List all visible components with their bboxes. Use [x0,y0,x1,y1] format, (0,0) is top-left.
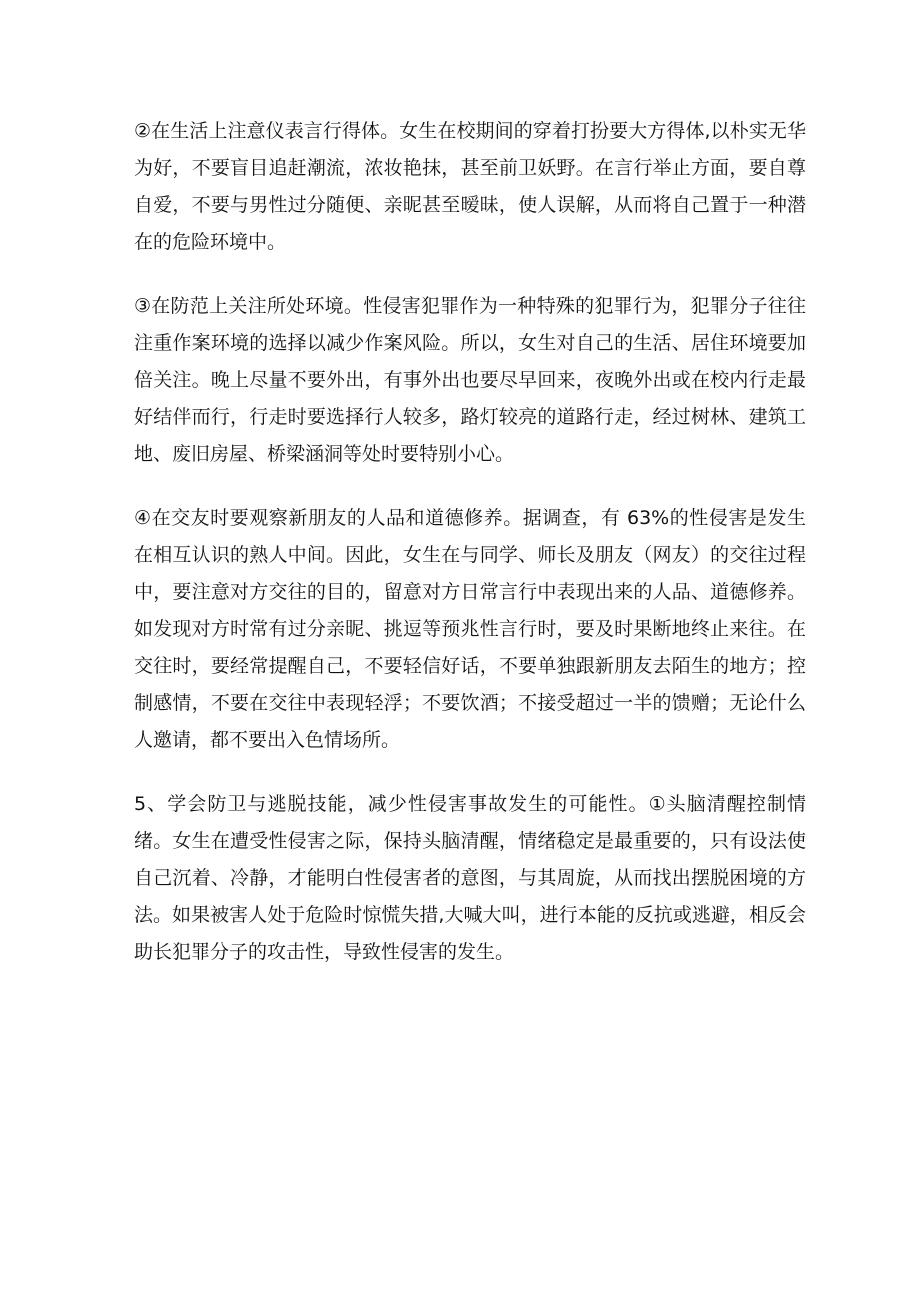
paragraph-defense-escape-skills: 5、学会防卫与逃脱技能，减少性侵害事故发生的可能性。①头脑清醒控制情绪。女生在遭受性侵害之际，保持头脑清醒，情绪稳定是最重要的，只有设法使自己沉着、冷静，才能明白性侵害者的意图，与其周旋，从而找出摆脱困境的方法。如果被害人处于危险时惊慌失措,大喊大叫，进行本能的反抗或逃避，相反会助长犯罪分子的攻击性，导致性侵害的发生。 [134,793,806,963]
document-body [134,113,806,998]
paragraph-appearance-conduct: ②在生活上注意仪表言行得体。女生在校期间的穿着打扮要大方得体,以朴实无华为好，不要盲目追赶潮流，浓妆艳抹，甚至前卫妖野。在言行举止方面，要自尊自爱，不要与男性过分随便、亲昵甚至暧昧，使人误解，从而将自己置于一种潜在的危险环境中。 [134,120,806,253]
paragraph-environment-awareness: ③在防范上关注所处环境。性侵害犯罪作为一种特殊的犯罪行为，犯罪分子往往注重作案环境的选择以减少作案风险。所以，女生对自己的生活、居住环境要加倍关注。晚上尽量不要外出，有事外出也要尽早回来，夜晚外出或在校内行走最好结伴而行，行走时要选择行人较多，路灯较亮的道路行走，经过树林、建筑工地、废旧房屋、桥梁涵洞等处时要特别小心。 [134,295,806,465]
paragraph-friendship-caution: ④在交友时要观察新朋友的人品和道德修养。据调查，有 63%的性侵害是发生在相互认识的熟人中间。因此，女生在与同学、师长及朋友（网友）的交往过程中，要注意对方交往的目的，留意对方日常言行中表现出来的人品、道德修养。如发现对方时常有过分亲昵、挑逗等预兆性言行时，要及时果断地终止来往。在交往时，要经常提醒自己，不要轻信好话，不要单独跟新朋友去陌生的地方；控制感情，不要在交往中表现轻浮；不要饮酒；不接受超过一半的馈赠；无论什么人邀请，都不要出入色情场所。 [134,507,806,751]
